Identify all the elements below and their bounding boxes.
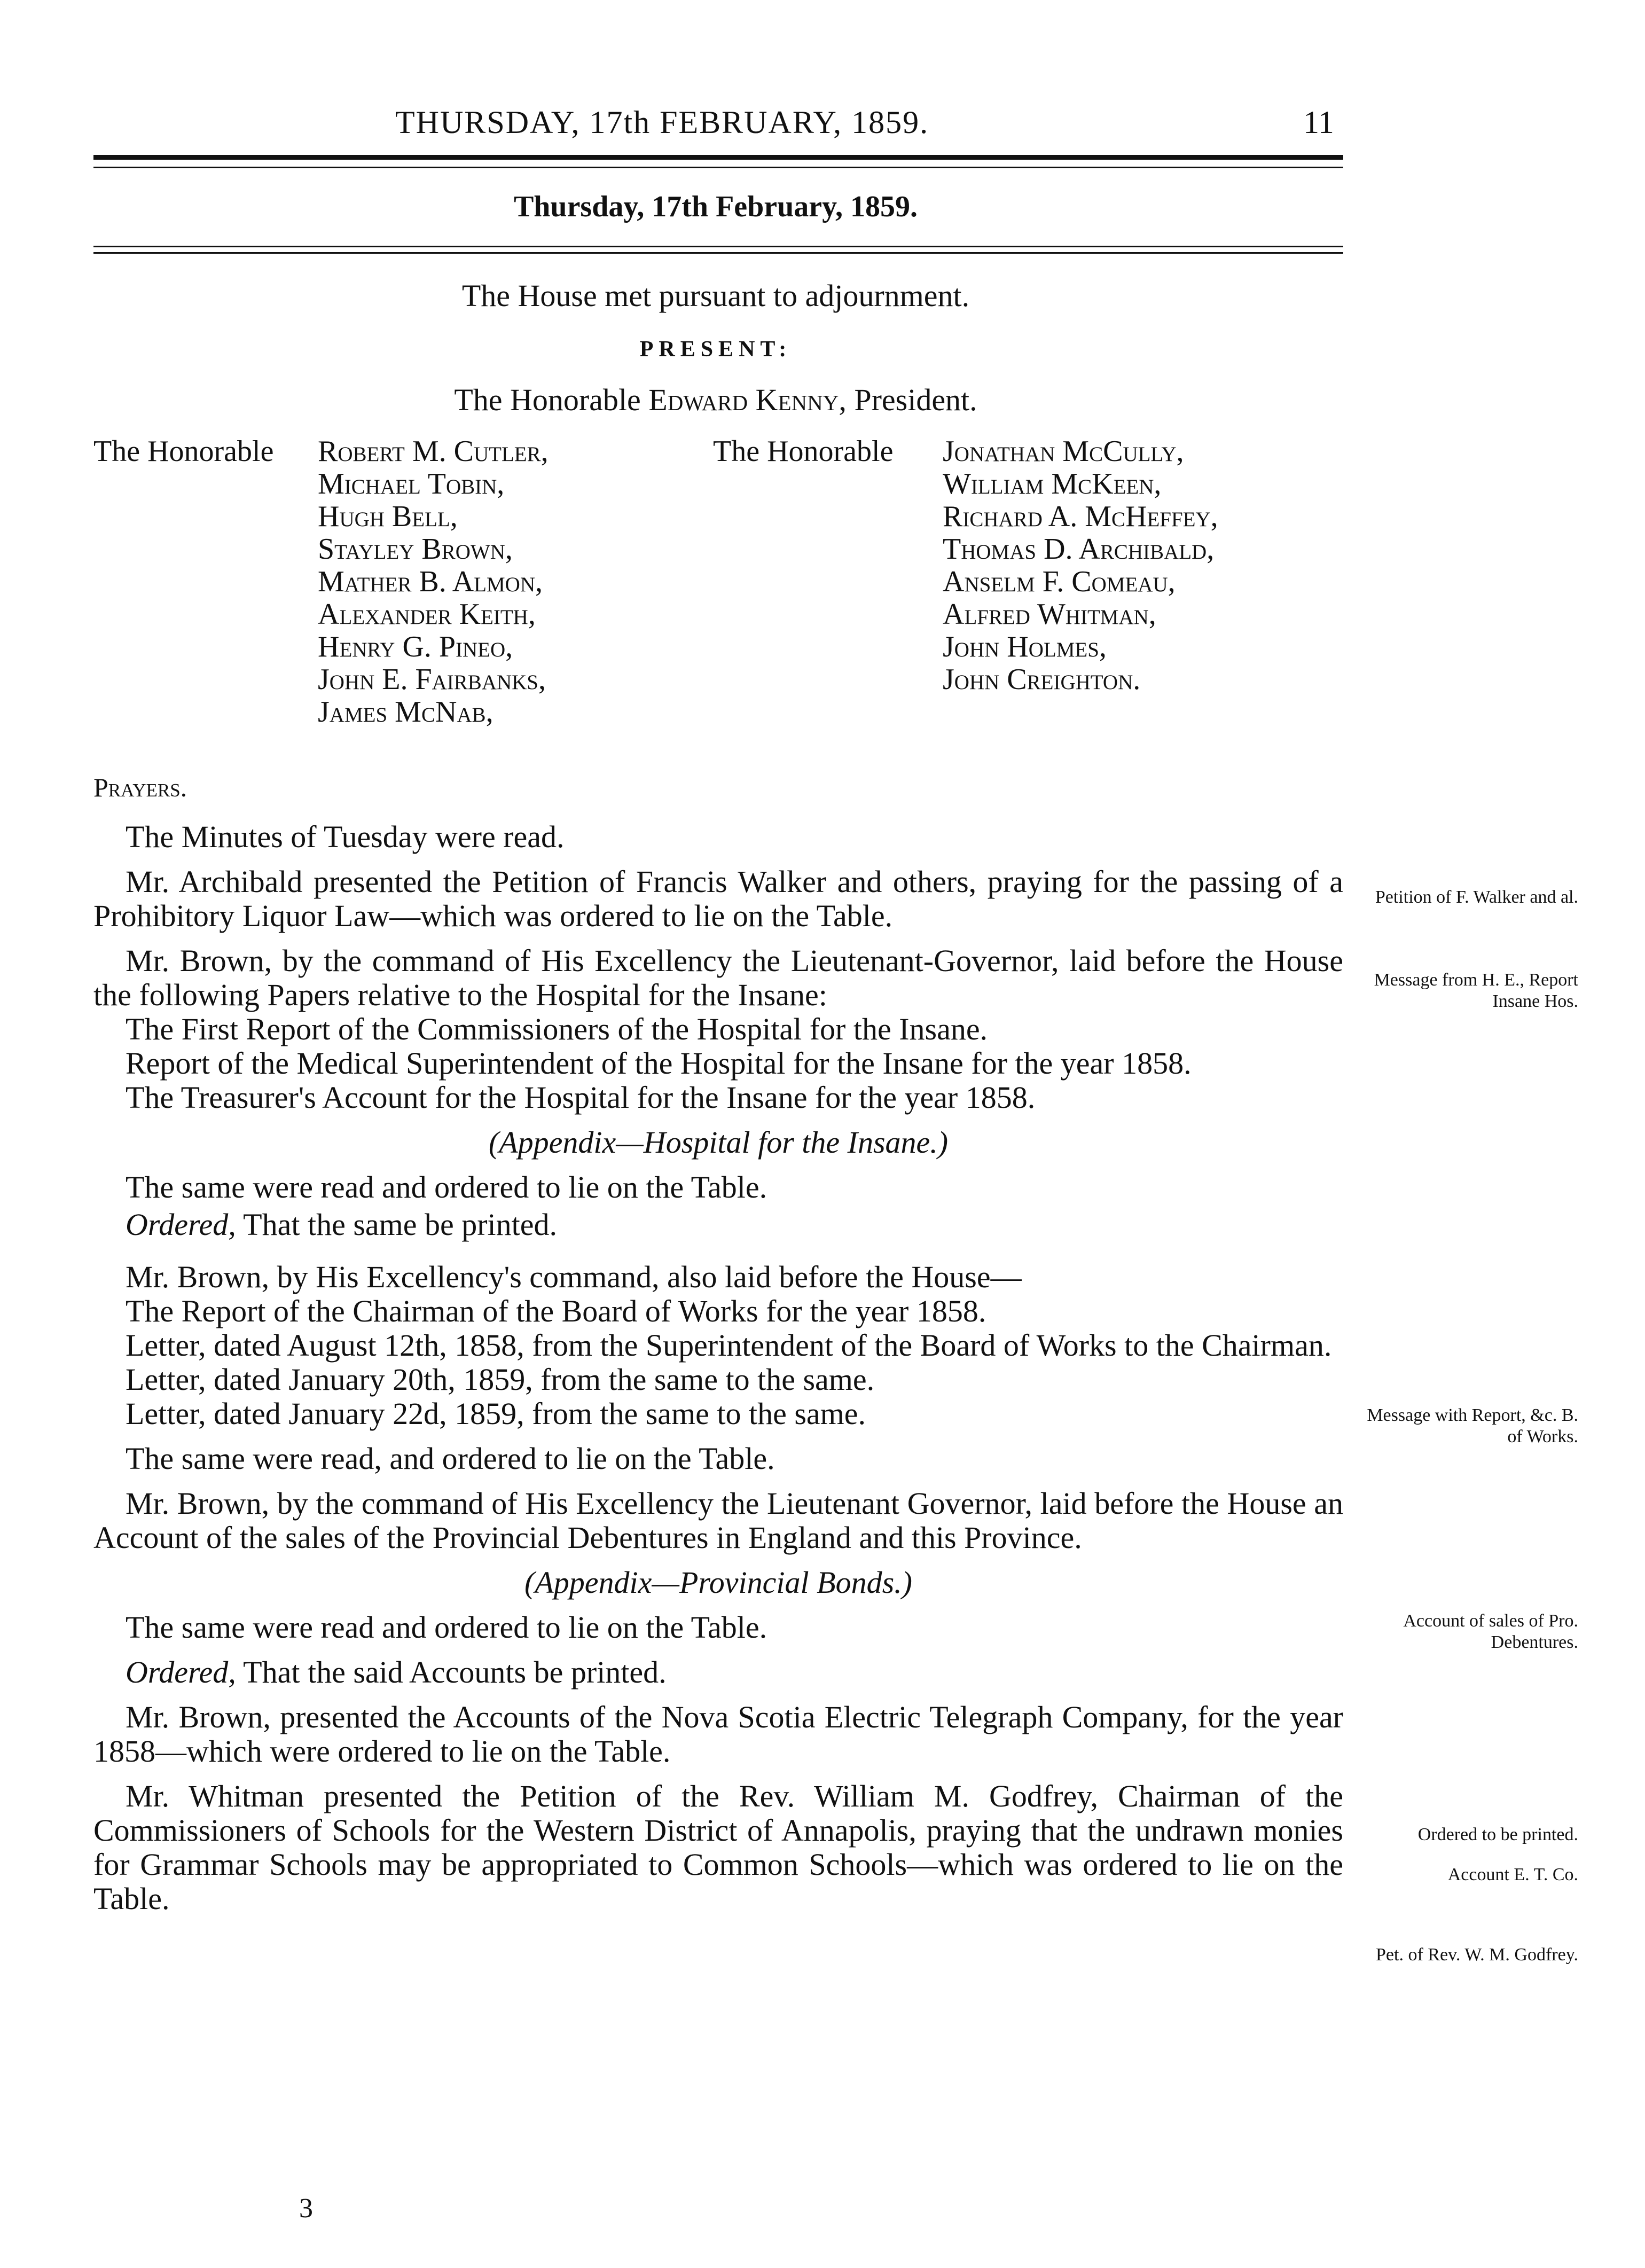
member-name: John E. Fairbanks, [318, 663, 546, 696]
member-name: Alfred Whitman, [943, 598, 1156, 631]
member-name: Jonathan McCully, [943, 435, 1184, 468]
read-paragraph: The same were read, and ordered to lie on the Table. [126, 1441, 775, 1476]
member-name: William McKeen, [943, 467, 1162, 500]
prayers-heading: Prayers. [93, 772, 187, 802]
divider-rule-thin-2 [93, 252, 1343, 254]
hospital-papers-intro: Mr. Brown, by the command of His Excellency the Lieutenant-Governor, laid before the House the following Papers relative to the Hospital for the Insane: [93, 943, 1343, 1012]
page-number: 11 [1303, 105, 1334, 140]
honorable-label: The Honorable [93, 435, 274, 468]
member-name: Anselm F. Comeau, [943, 565, 1176, 598]
signature-folio: 3 [299, 2193, 313, 2224]
minutes-paragraph: The Minutes of Tuesday were read. [126, 819, 565, 854]
member-name: James McNab, [318, 695, 494, 729]
margin-note-walker: Petition of F. Walker and al. [1375, 887, 1578, 907]
member-name: Stayley Brown, [318, 533, 513, 566]
president-suffix: , President. [839, 382, 977, 417]
header-rule-thin [93, 167, 1343, 168]
proceedings-body [93, 820, 1343, 1927]
members-left-list [318, 435, 549, 729]
margin-note-hospital: Message from H. E., Report Insane Hos. [1374, 970, 1578, 1011]
member-name: Richard A. McHeffey, [943, 500, 1218, 533]
member-name: Michael Tobin, [318, 467, 505, 500]
members-right-list [943, 435, 1218, 696]
member-name: Alexander Keith, [318, 598, 536, 631]
ordered-text: That the same be printed. [236, 1207, 558, 1242]
ordered-printed-paragraph [93, 1655, 1343, 1690]
works-item: Letter, dated January 22d, 1859, from the same to the same. [126, 1396, 866, 1431]
margin-note-godfrey: Pet. of Rev. W. M. Godfrey. [1376, 1945, 1578, 1965]
date-heading: Thursday, 17th February, 1859. [513, 190, 918, 223]
president-line [0, 382, 1431, 418]
honorable-label: The Honorable [713, 435, 894, 468]
ordered-printed-paragraph [93, 1208, 1343, 1242]
works-item: The Report of the Chairman of the Board of Works for the year 1858. [126, 1294, 986, 1328]
header-rule-thick [93, 155, 1343, 160]
member-name: Robert M. Cutler, [318, 435, 549, 468]
ordered-text: That the said Accounts be printed. [236, 1655, 667, 1690]
works-item: Letter, dated August 12th, 1858, from the Superintendent of the Board of Works to the Chairman. [126, 1328, 1332, 1363]
president-prefix: The Honorable [454, 382, 649, 417]
debentures-paragraph: Mr. Brown, by the command of His Excellency the Lieutenant Governor, laid before the House an Account of the sales of the Provincial Debentures in England and this Province. [93, 1486, 1343, 1555]
hospital-report-item: The First Report of the Commissioners of the Hospital for the Insane. [126, 1012, 988, 1046]
member-name: Mather B. Almon, [318, 565, 543, 598]
president-name: Edward Kenny [648, 382, 839, 417]
read-paragraph: The same were read and ordered to lie on the Table. [126, 1610, 767, 1645]
divider-rule-thin-1 [93, 246, 1343, 247]
margin-note-works: Message with Report, &c. B. of Works. [1367, 1405, 1578, 1446]
telegraph-paragraph: Mr. Brown, presented the Accounts of the Nova Scotia Electric Telegraph Company, for the year 1858—which were ordered to lie on the Table. [93, 1700, 1343, 1769]
ordered-label: Ordered, [126, 1207, 236, 1242]
margin-note-printed: Ordered to be printed. [1417, 1825, 1578, 1844]
member-name: John Creighton. [943, 663, 1141, 696]
member-name: Henry G. Pineo, [318, 630, 513, 663]
appendix-bonds-note: (Appendix—Provincial Bonds.) [524, 1565, 912, 1600]
ordered-label: Ordered, [126, 1655, 236, 1690]
appendix-hospital-note: (Appendix—Hospital for the Insane.) [488, 1125, 949, 1160]
works-papers-intro: Mr. Brown, by His Excellency's command, also laid before the House— [126, 1260, 1022, 1294]
member-name: Hugh Bell, [318, 500, 458, 533]
read-paragraph: The same were read and ordered to lie on the Table. [126, 1170, 767, 1205]
margin-note-debentures: Account of sales of Pro. Debentures. [1403, 1611, 1578, 1652]
running-head: THURSDAY, 17th FEBRUARY, 1859. [395, 105, 929, 140]
present-label: PRESENT: [639, 337, 792, 362]
member-name: John Holmes, [943, 630, 1107, 663]
hospital-report-item: Report of the Medical Superintendent of the Hospital for the Insane for the year 1858. [126, 1046, 1192, 1081]
member-name: Thomas D. Archibald, [943, 533, 1215, 566]
house-met-line: The House met pursuant to adjournment. [461, 278, 970, 313]
whitman-petition-paragraph: Mr. Whitman presented the Petition of the Rev. William M. Godfrey, Chairman of the Commissioners of Schools for the Western District of Annapolis, praying that the undrawn monies for Grammar Schools may be appropriated to Common Schools—which was ordered to lie on the Table. [93, 1779, 1343, 1916]
archibald-petition-paragraph: Mr. Archibald presented the Petition of Francis Walker and others, praying for the passing of a Prohibitory Liquor Law—which was ordered to lie on the Table. [93, 864, 1343, 933]
hospital-report-item: The Treasurer's Account for the Hospital for the Insane for the year 1858. [126, 1080, 1036, 1115]
margin-note-telegraph: Account E. T. Co. [1447, 1865, 1578, 1884]
works-item: Letter, dated January 20th, 1859, from the same to the same. [126, 1362, 875, 1397]
